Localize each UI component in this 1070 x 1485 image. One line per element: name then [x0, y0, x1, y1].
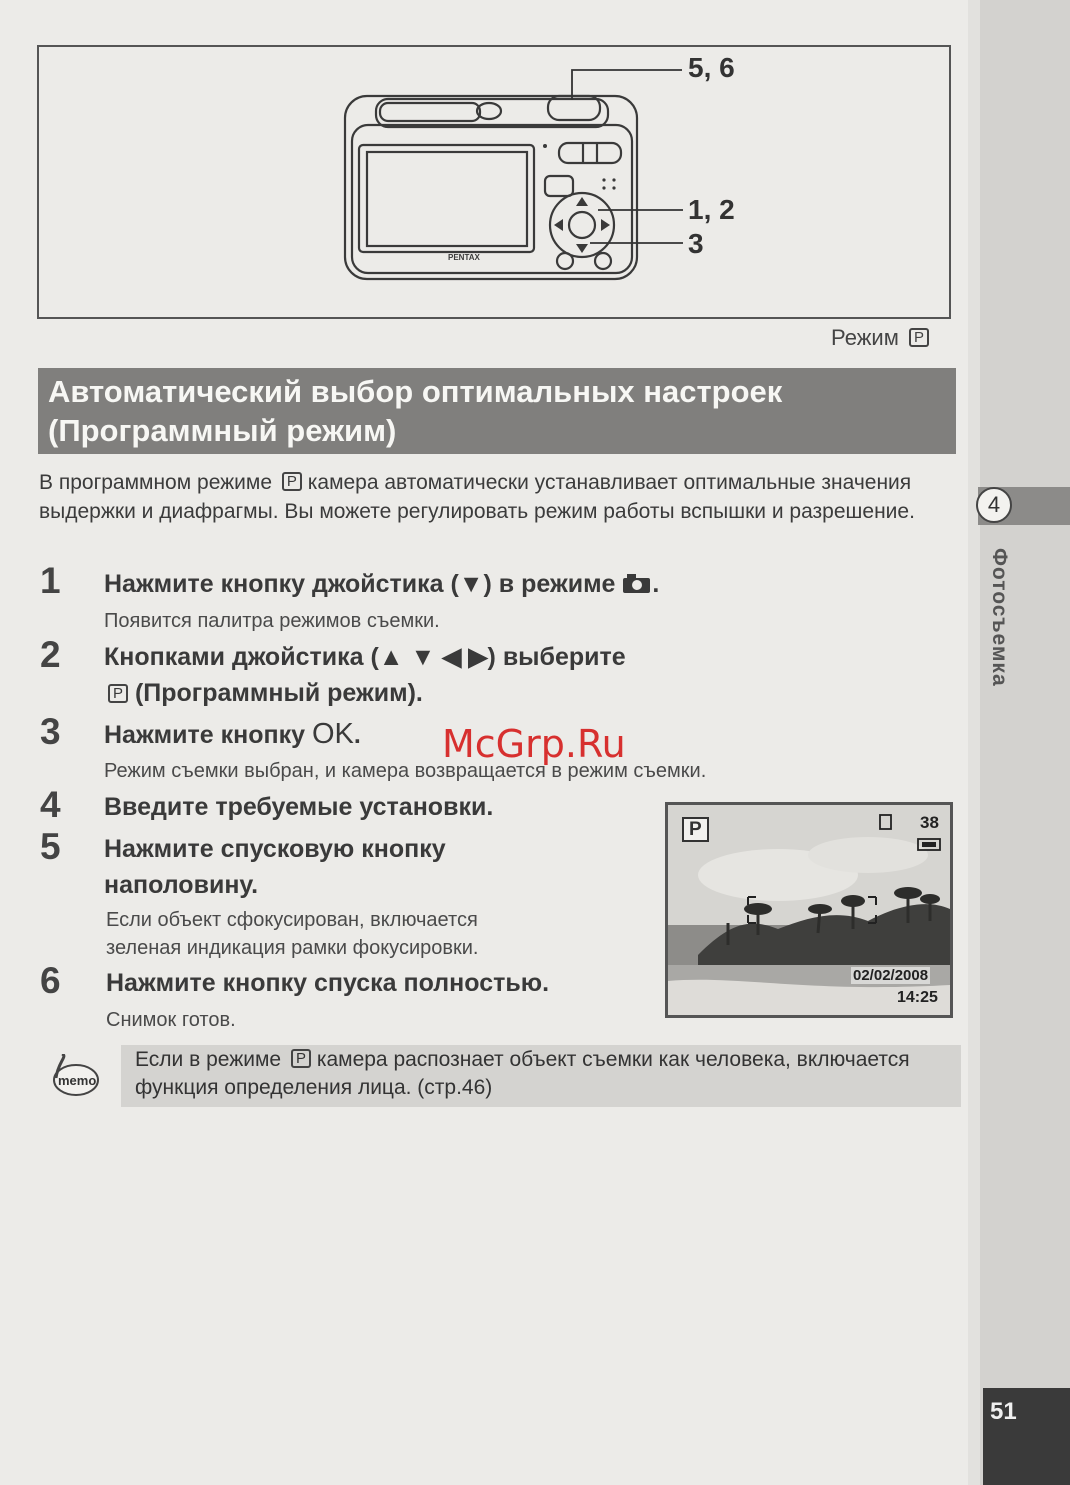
step-2-heading-line2-text: (Программный режим).: [134, 679, 423, 707]
mode-caption-text: Режим: [831, 325, 899, 350]
step-1-heading: [104, 566, 659, 602]
step-5-note-line2: зеленая индикация рамки фокусировки.: [106, 937, 479, 959]
face-button-drawing: [595, 253, 611, 269]
ok-button-drawing: [569, 212, 595, 238]
section-title-line2: (Программный режим): [48, 413, 397, 448]
callout-ok: 3: [688, 228, 704, 259]
ok-button-label: OK: [312, 718, 354, 750]
intro-paragraph: [39, 468, 954, 526]
program-mode-icon: P: [909, 328, 929, 347]
step-6-heading: Нажмите кнопку спуска полностью.: [106, 969, 550, 997]
step-1-number: 1: [40, 560, 61, 601]
lcd-shots-remaining: 38: [920, 813, 939, 832]
step-5-heading-line2: наполовину.: [104, 871, 259, 899]
chapter-number: 4: [976, 487, 1012, 523]
section-title: [48, 372, 948, 450]
step-1-heading-end: .: [652, 570, 660, 598]
step-2-number: 2: [40, 634, 61, 675]
watermark: McGrp.Ru: [442, 722, 626, 766]
zoom-lever-drawing: [559, 143, 621, 163]
program-mode-icon: P: [108, 684, 128, 703]
memo-icon: [48, 1054, 100, 1100]
section-title-line1: Автоматический выбор оптимальных настроек: [48, 374, 783, 409]
callout-joystick: 1, 2: [688, 194, 735, 225]
page-number: 51: [990, 1398, 1017, 1425]
intro-part1: В программном режиме: [39, 471, 273, 494]
program-mode-icon: P: [291, 1049, 311, 1068]
lcd-time: 14:25: [897, 989, 938, 1006]
menu-button-drawing: [557, 253, 573, 269]
lcd-mode-indicator: P: [682, 817, 709, 842]
mode-caption: [831, 325, 929, 351]
step-1-heading-text: Нажмите кнопку джойстика (▼) в режиме: [104, 570, 616, 598]
lcd-preview: [665, 802, 953, 1018]
step-3-heading-text: Нажмите кнопку: [104, 721, 306, 749]
camera-brand-label: PENTAX: [448, 253, 480, 262]
memo-text: [135, 1046, 950, 1102]
memo-part1: Если в режиме: [135, 1048, 282, 1071]
camera-screen: [367, 152, 527, 246]
lcd-date: 02/02/2008: [853, 967, 929, 984]
memo-icon-label: memo: [58, 1073, 97, 1088]
step-3-number: 3: [40, 711, 61, 752]
step-6-number: 6: [40, 960, 61, 1001]
memo-part2: камера распознает объект съемки как человека, включается функция определения лица. (стр.46): [135, 1048, 910, 1099]
step-5-heading-line1: Нажмите спусковую кнопку: [104, 835, 446, 863]
play-button-drawing: [545, 176, 573, 196]
step-2-heading-line1: Кнопками джойстика (▲ ▼ ◀ ▶) выберите: [104, 643, 626, 671]
step-3-heading: [104, 716, 361, 753]
program-mode-icon: P: [282, 472, 302, 491]
step-5-note-line1: Если объект сфокусирован, включается: [106, 909, 478, 931]
callout-shutter: 5, 6: [688, 52, 735, 83]
intro-part2: камера автоматически устанавливает оптимальные значения выдержки и диафрагмы. Вы можете регулировать режим работы вспышки и разрешение.: [39, 471, 915, 523]
camera-back-illustration: [0, 0, 1070, 330]
step-3-heading-end: .: [353, 721, 361, 749]
camera-mode-icon: [622, 572, 652, 594]
step-5-number: 5: [40, 826, 61, 867]
step-1-note: Появится палитра режимов съемки.: [104, 610, 440, 632]
step-4-number: 4: [40, 784, 61, 825]
step-6-note: Снимок готов.: [106, 1009, 236, 1031]
step-3-note: Режим съемки выбран, и камера возвращается в режим съемки.: [104, 760, 707, 782]
step-4-heading: Введите требуемые установки.: [104, 793, 494, 821]
chapter-label: Фотосъемка: [988, 548, 1011, 687]
camera-screen-frame: [359, 145, 534, 252]
step-2-heading-line2: [104, 675, 423, 711]
